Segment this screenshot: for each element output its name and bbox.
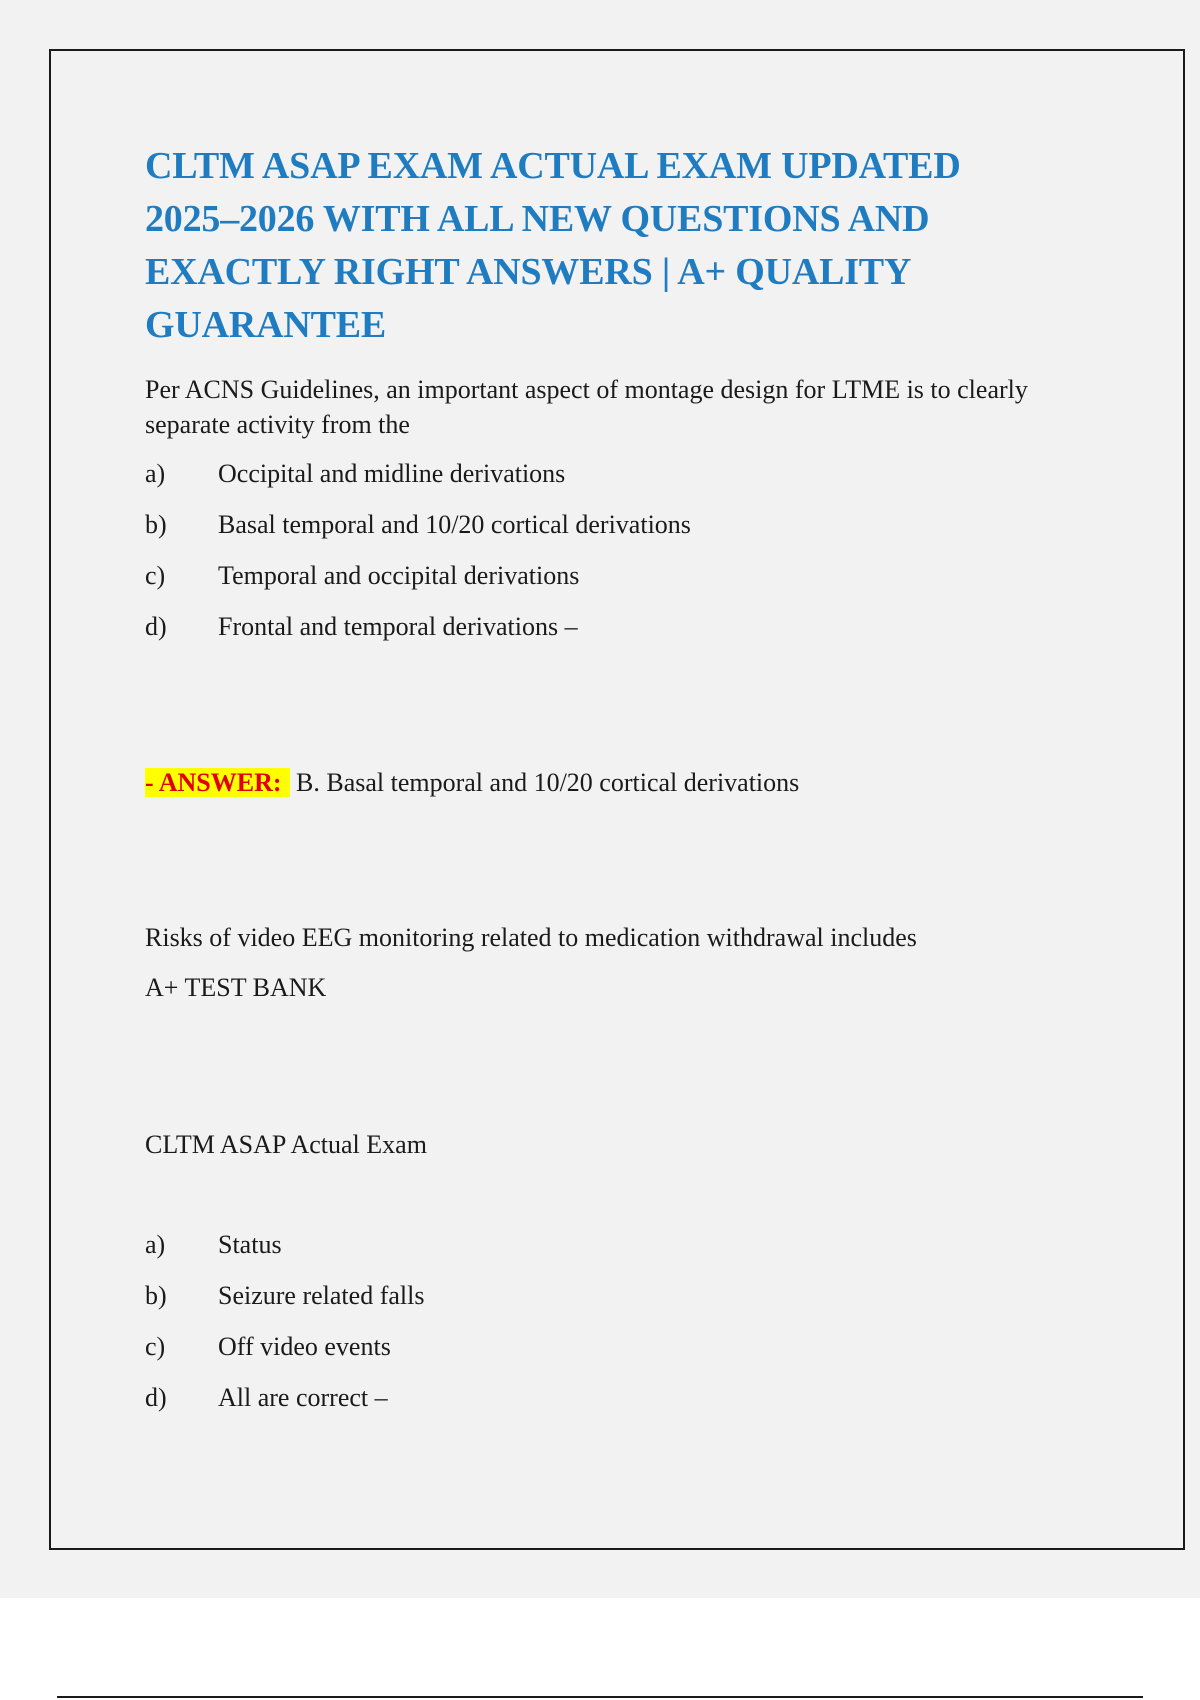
question-1-options [145, 456, 1045, 644]
option-text: All are correct – [218, 1383, 388, 1412]
option-letter: a) [145, 1230, 166, 1259]
answer-label-highlight: - ANSWER: [145, 768, 290, 797]
option-letter: c) [145, 1332, 166, 1361]
option-letter: a) [145, 459, 166, 488]
option-text: Frontal and temporal derivations – [218, 612, 578, 641]
document-body [145, 140, 1045, 660]
option-text: Off video events [218, 1332, 391, 1361]
next-page-divider [57, 1696, 1143, 1698]
exam-name-label: CLTM ASAP Actual Exam [145, 1130, 427, 1159]
document-title: CLTM ASAP EXAM ACTUAL EXAM UPDATED 2025–2026 WITH ALL NEW QUESTIONS AND EXACTLY RIGHT ANSWERS | A+ QUALITY GUARANTEE [145, 145, 961, 346]
option-text: Status [218, 1230, 282, 1259]
answer-text: B. Basal temporal and 10/20 cortical derivations [289, 768, 800, 797]
option-text: Basal temporal and 10/20 cortical derivations [218, 510, 691, 539]
option-item [145, 609, 1045, 644]
question-2-options [145, 1227, 845, 1431]
question-1-text: Per ACNS Guidelines, an important aspect of montage design for LTME is to clearly separate activity from the [145, 375, 1028, 439]
option-letter: c) [145, 561, 166, 590]
option-letter: d) [145, 612, 167, 641]
option-item [145, 558, 1045, 593]
option-item [145, 1329, 845, 1364]
option-letter: b) [145, 510, 167, 539]
option-item [145, 456, 1045, 491]
option-text: Seizure related falls [218, 1281, 425, 1310]
answer-line [145, 765, 799, 800]
option-item [145, 1278, 845, 1313]
option-item [145, 507, 1045, 542]
option-text: Temporal and occipital derivations [218, 561, 580, 590]
option-item [145, 1380, 845, 1415]
option-letter: b) [145, 1281, 167, 1310]
test-bank-label: A+ TEST BANK [145, 973, 327, 1002]
option-letter: d) [145, 1383, 167, 1412]
question-2-text: Risks of video EEG monitoring related to medication withdrawal includes [145, 923, 917, 952]
option-item [145, 1227, 845, 1262]
option-text: Occipital and midline derivations [218, 459, 566, 488]
